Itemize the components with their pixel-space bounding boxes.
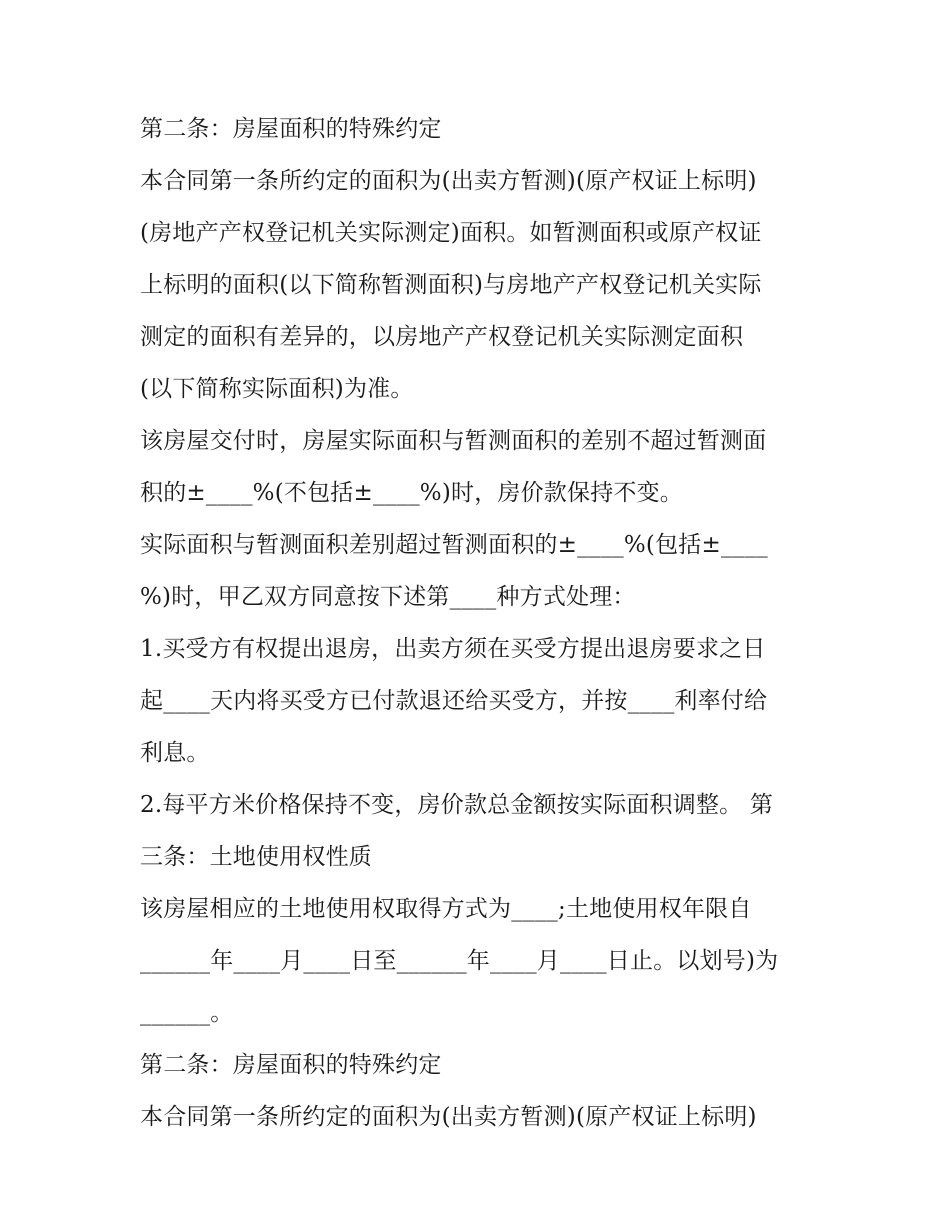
- text-line: (以下简称实际面积)为准。: [140, 376, 414, 402]
- list-item-line: 起____天内将买受方已付款退还给买受方，并按____利率付给: [140, 688, 768, 714]
- text-line: ______年____月____日至______年____月____日止。以划号)为: [140, 948, 779, 974]
- section-heading: 第二条：房屋面积的特殊约定: [140, 116, 442, 142]
- text-line: 实际面积与暂测面积差别超过暂测面积的±____%(包括±____: [140, 532, 768, 558]
- text-line: 积的±____%(不包括±____%)时，房价款保持不变。: [140, 480, 683, 506]
- text-line: 本合同第一条所约定的面积为(出卖方暂测)(原产权证上标明): [140, 168, 757, 194]
- text-line: %)时，甲乙双方同意按下述第____种方式处理：: [140, 584, 636, 610]
- text-line: 测定的面积有差异的，以房地产产权登记机关实际测定面积: [140, 324, 744, 350]
- section-heading: 三条：土地使用权性质: [140, 844, 372, 870]
- text-line: (房地产产权登记机关实际测定)面积。如暂测面积或原产权证: [140, 220, 762, 246]
- text-line: 本合同第一条所约定的面积为(出卖方暂测)(原产权证上标明): [140, 1104, 757, 1130]
- section-heading: 第二条：房屋面积的特殊约定: [140, 1052, 442, 1078]
- text-line: 该房屋相应的土地使用权取得方式为____;土地使用权年限自: [140, 896, 752, 922]
- list-item-line: 1.买受方有权提出退房，出卖方须在买受方提出退房要求之日: [140, 636, 766, 662]
- list-item-line: 利息。: [140, 740, 210, 766]
- text-line: 上标明的面积(以下简称暂测面积)与房地产产权登记机关实际: [140, 272, 762, 298]
- text-line: ______。: [140, 1000, 234, 1026]
- list-item-line: 2.每平方米价格保持不变，房价款总金额按实际面积调整。 第: [140, 792, 774, 818]
- text-line: 该房屋交付时，房屋实际面积与暂测面积的差别不超过暂测面: [140, 428, 767, 454]
- document-body: [140, 103, 820, 1143]
